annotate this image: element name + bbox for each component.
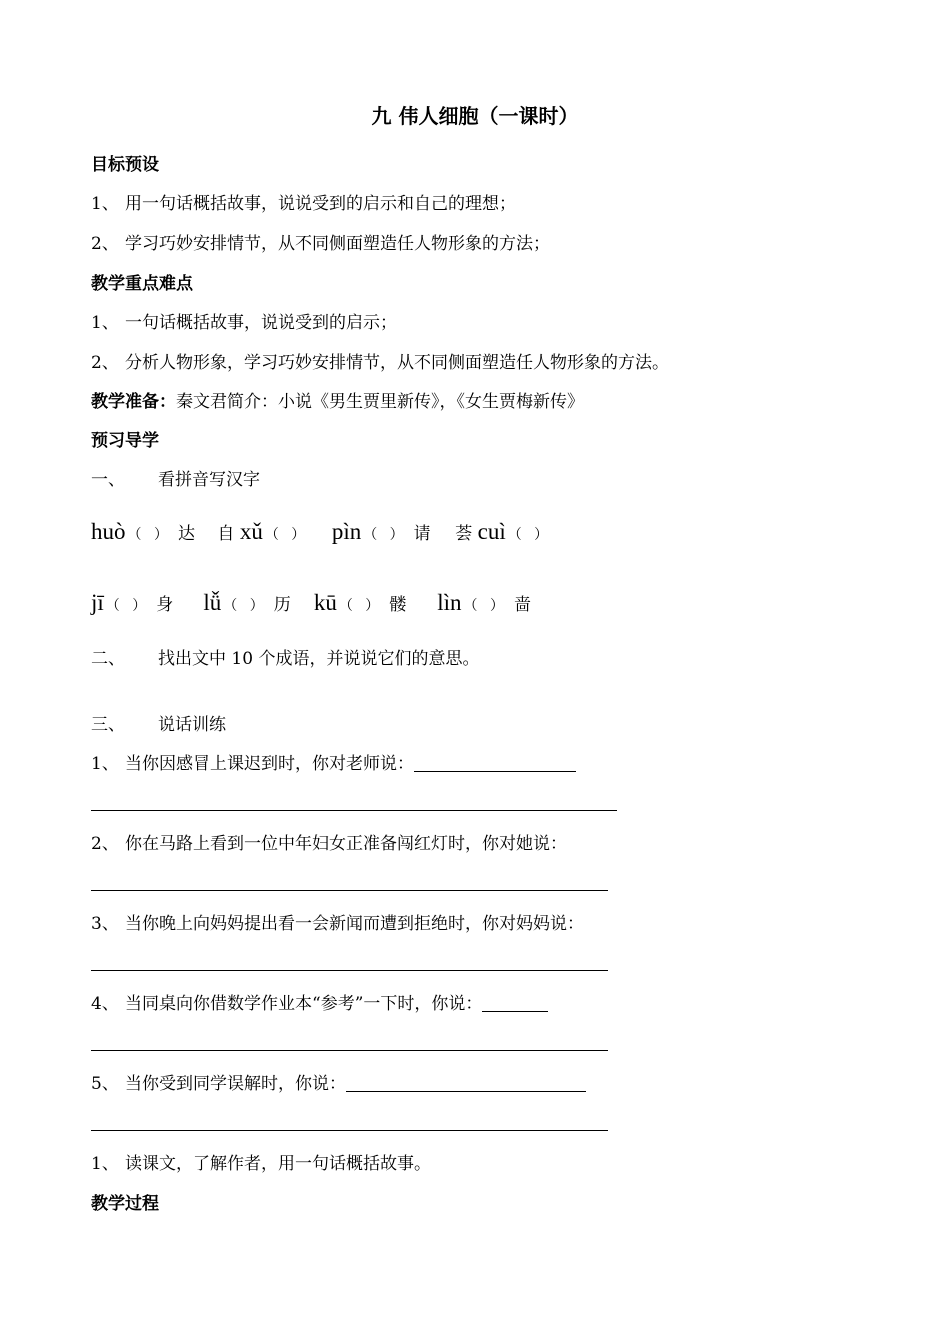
hanzi: 历: [273, 595, 291, 615]
pinyin-group: [203, 589, 308, 620]
hanzi: 啬: [513, 595, 531, 615]
item-text: 学习巧妙安排情节，从不同侧面塑造任人物形象的方法；: [125, 234, 550, 254]
pinyin: pìn: [331, 519, 362, 544]
item-text: 一句话概括故事，说说受到的启示；: [125, 313, 397, 333]
answer-line[interactable]: [482, 993, 548, 1012]
prep-line: [91, 390, 584, 414]
pinyin-row-1: [91, 518, 558, 549]
section-number: 三、: [91, 715, 125, 735]
section-text: 说话训练: [158, 715, 226, 735]
answer-blank: （ ）: [338, 598, 384, 614]
hanzi: 请: [413, 524, 431, 544]
hanzi: 髅: [389, 595, 407, 615]
item-text: 当你因感冒上课迟到时，你对老师说：: [125, 754, 414, 774]
answer-line[interactable]: [91, 1130, 608, 1131]
answer-line[interactable]: [91, 1050, 608, 1051]
goals-heading: 目标预设: [91, 155, 159, 175]
section-1: [91, 468, 260, 492]
preview-heading: 预习导学: [91, 431, 159, 451]
talk-item-3: [91, 912, 584, 936]
talk-item-2: [91, 832, 567, 856]
answer-blank: （ ）: [507, 527, 553, 543]
key-point-item-2: [91, 351, 669, 375]
item-text: 读课文，了解作者，用一句话概括故事。: [125, 1154, 431, 1174]
item-number: 3、: [91, 914, 119, 934]
item-text: 用一句话概括故事，说说受到的启示和自己的理想；: [125, 194, 516, 214]
talk-item-5: [91, 1072, 586, 1096]
key-points-heading: 教学重点难点: [91, 274, 193, 294]
section-3: [91, 713, 226, 737]
answer-blank: （ ）: [105, 598, 151, 614]
pinyin-group: [91, 589, 198, 620]
item-number: 5、: [91, 1074, 119, 1094]
read-item: [91, 1152, 431, 1176]
answer-line[interactable]: [91, 890, 608, 891]
goal-item-2: [91, 232, 550, 256]
pinyin: huò: [91, 519, 126, 544]
answer-blank: （ ）: [127, 527, 172, 543]
hanzi: 荟: [455, 524, 473, 544]
prep-label: 教学准备：: [91, 392, 176, 412]
item-number: 1、: [91, 754, 119, 774]
pinyin: xǔ: [239, 519, 263, 544]
hanzi: 达: [177, 524, 195, 544]
pinyin: lǚ: [203, 590, 222, 615]
answer-blank: （ ）: [264, 527, 310, 543]
item-number: 2、: [91, 834, 119, 854]
item-text: 当你晚上向妈妈提出看一会新闻而遭到拒绝时，你对妈妈说：: [125, 914, 584, 934]
pinyin-group: [314, 589, 432, 620]
item-number: 4、: [91, 994, 119, 1014]
talk-item-1: [91, 752, 576, 776]
hanzi: 身: [156, 595, 174, 615]
answer-line[interactable]: [346, 1073, 586, 1092]
answer-blank: （ ）: [363, 527, 408, 543]
item-text: 当同桌向你借数学作业本“参考”一下时，你说：: [125, 994, 483, 1014]
pinyin-group: [217, 518, 326, 549]
item-number: 2、: [91, 353, 119, 373]
pinyin: cuì: [477, 519, 506, 544]
pinyin-group: [91, 518, 212, 549]
answer-blank: （ ）: [223, 598, 268, 614]
pinyin: kū: [313, 590, 337, 615]
key-point-item-1: [91, 311, 397, 335]
prep-text: 秦文君简介：小说《男生贾里新传》，《女生贾梅新传》: [176, 392, 584, 412]
goal-item-1: [91, 192, 516, 216]
pinyin-group: [332, 518, 450, 549]
hanzi: 自: [217, 524, 235, 544]
talk-item-4: [91, 992, 548, 1016]
answer-blank: （ ）: [463, 598, 508, 614]
section-number: 二、: [91, 649, 125, 669]
item-number: 1、: [91, 1154, 119, 1174]
pinyin-row-2: [91, 589, 531, 620]
item-text: 你在马路上看到一位中年妇女正准备闯红灯时，你对她说：: [125, 834, 567, 854]
item-number: 2、: [91, 234, 119, 254]
section-2: [91, 647, 479, 671]
item-text: 分析人物形象，学习巧妙安排情节，从不同侧面塑造任人物形象的方法。: [125, 353, 669, 373]
item-text: 当你受到同学误解时，你说：: [125, 1074, 346, 1094]
pinyin: lìn: [437, 590, 462, 615]
section-text: 找出文中 10 个成语，并说说它们的意思。: [158, 649, 480, 669]
section-number: 一、: [91, 470, 125, 490]
item-number: 1、: [91, 313, 119, 333]
answer-line[interactable]: [91, 970, 608, 971]
answer-line[interactable]: [414, 753, 576, 772]
answer-line[interactable]: [91, 810, 617, 811]
page-title: 九 伟人细胞（一课时）: [371, 104, 579, 128]
item-number: 1、: [91, 194, 119, 214]
pinyin: jī: [91, 590, 104, 615]
section-text: 看拼音写汉字: [158, 470, 260, 490]
process-heading: 教学过程: [91, 1194, 159, 1214]
pinyin-group: [437, 589, 531, 620]
pinyin-group: [455, 518, 558, 549]
